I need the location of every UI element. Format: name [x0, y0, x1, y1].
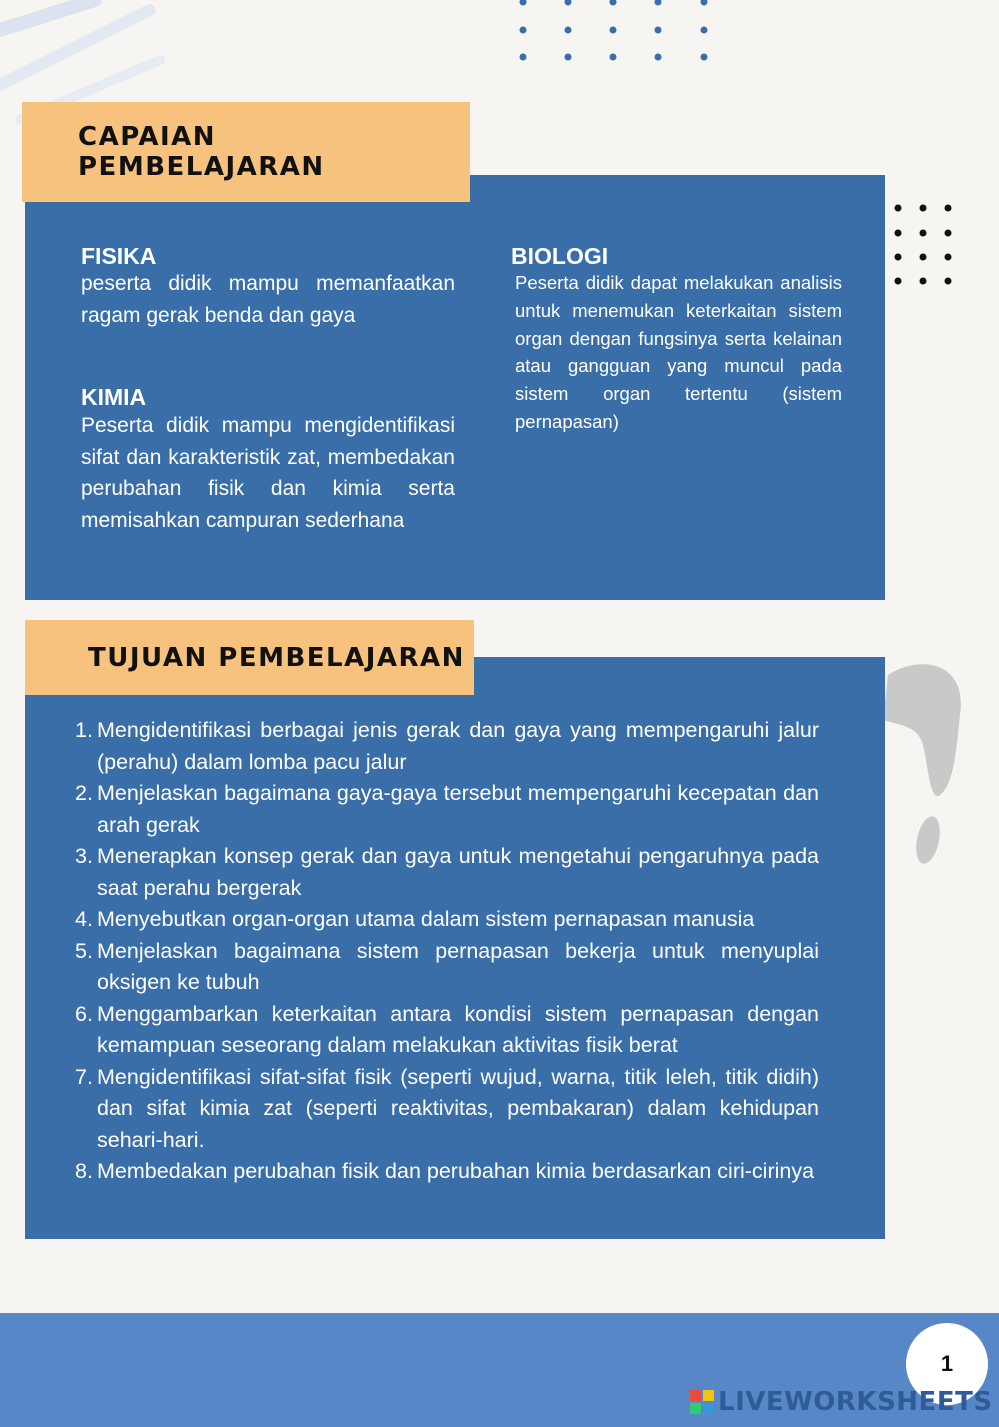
objectives-list: [75, 715, 819, 1188]
decorative-dot-grid-right: [888, 198, 958, 293]
objective-item: 3. Menerapkan konsep gerak dan gaya untuk mengetahui pengaruhnya pada saat perahu bergerak: [75, 844, 819, 900]
objective-item: 7. Mengidentifikasi sifat-sifat fisik (seperti wujud, warna, titik leleh, titik didih) dan sifat kimia zat (seperti reaktivitas, pembakaran) dalam kehidupan sehari-hari.: [75, 1064, 819, 1152]
biologi-text: Peserta didik dapat melakukan analisis untuk menemukan keterkaitan sistem organ dengan fungsinya serta kelainan atau gangguan yang muncul pada sistem organ tertentu (sistem pernapasan): [515, 272, 842, 432]
decorative-dot-grid-top: [510, 0, 720, 70]
objective-item: 2. Menjelaskan bagaimana gaya-gaya tersebut mempengaruhi kecepatan dan arah gerak: [75, 781, 819, 837]
kimia-title: KIMIA: [81, 384, 147, 410]
brand-text: LIVEWORKSHEETS: [718, 1387, 993, 1417]
objective-item: 5. Menjelaskan bagaimana sistem pernapasan bekerja untuk menyuplai oksigen ke tubuh: [75, 938, 819, 994]
capaian-heading: CAPAIAN PEMBELAJARAN: [22, 102, 470, 202]
objective-item: 1. Mengidentifikasi berbagai jenis gerak dan gaya yang mempengaruhi jalur (perahu) dalam lomba pacu jalur: [75, 718, 819, 774]
biologi-title: BIOLOGI: [511, 243, 609, 269]
page-number: 1: [906, 1323, 988, 1405]
liveworksheets-logo-icon: [690, 1390, 714, 1414]
objective-item: 8. Membedakan perubahan fisik dan perubahan kimia berdasarkan ciri-cirinya: [75, 1159, 815, 1183]
fisika-title: FISIKA: [81, 243, 157, 269]
objective-item: 4. Menyebutkan organ-organ utama dalam sistem pernapasan manusia: [75, 907, 755, 931]
kimia-text: Peserta didik mampu mengidentifikasi sifat dan karakteristik zat, membedakan perubahan fisik dan kimia serta memisahkan campuran sederhana: [81, 414, 455, 532]
liveworksheets-brand[interactable]: [690, 1387, 993, 1417]
objective-item: 6. Menggambarkan keterkaitan antara kondisi sistem pernapasan dengan kemampuan seseorang dalam melakukan aktivitas fisik berat: [75, 1001, 819, 1057]
tujuan-heading: TUJUAN PEMBELAJARAN: [25, 620, 474, 695]
fisika-text: peserta didik mampu memanfaatkan ragam gerak benda dan gaya: [81, 272, 455, 327]
decorative-grey-blob: [878, 655, 978, 895]
